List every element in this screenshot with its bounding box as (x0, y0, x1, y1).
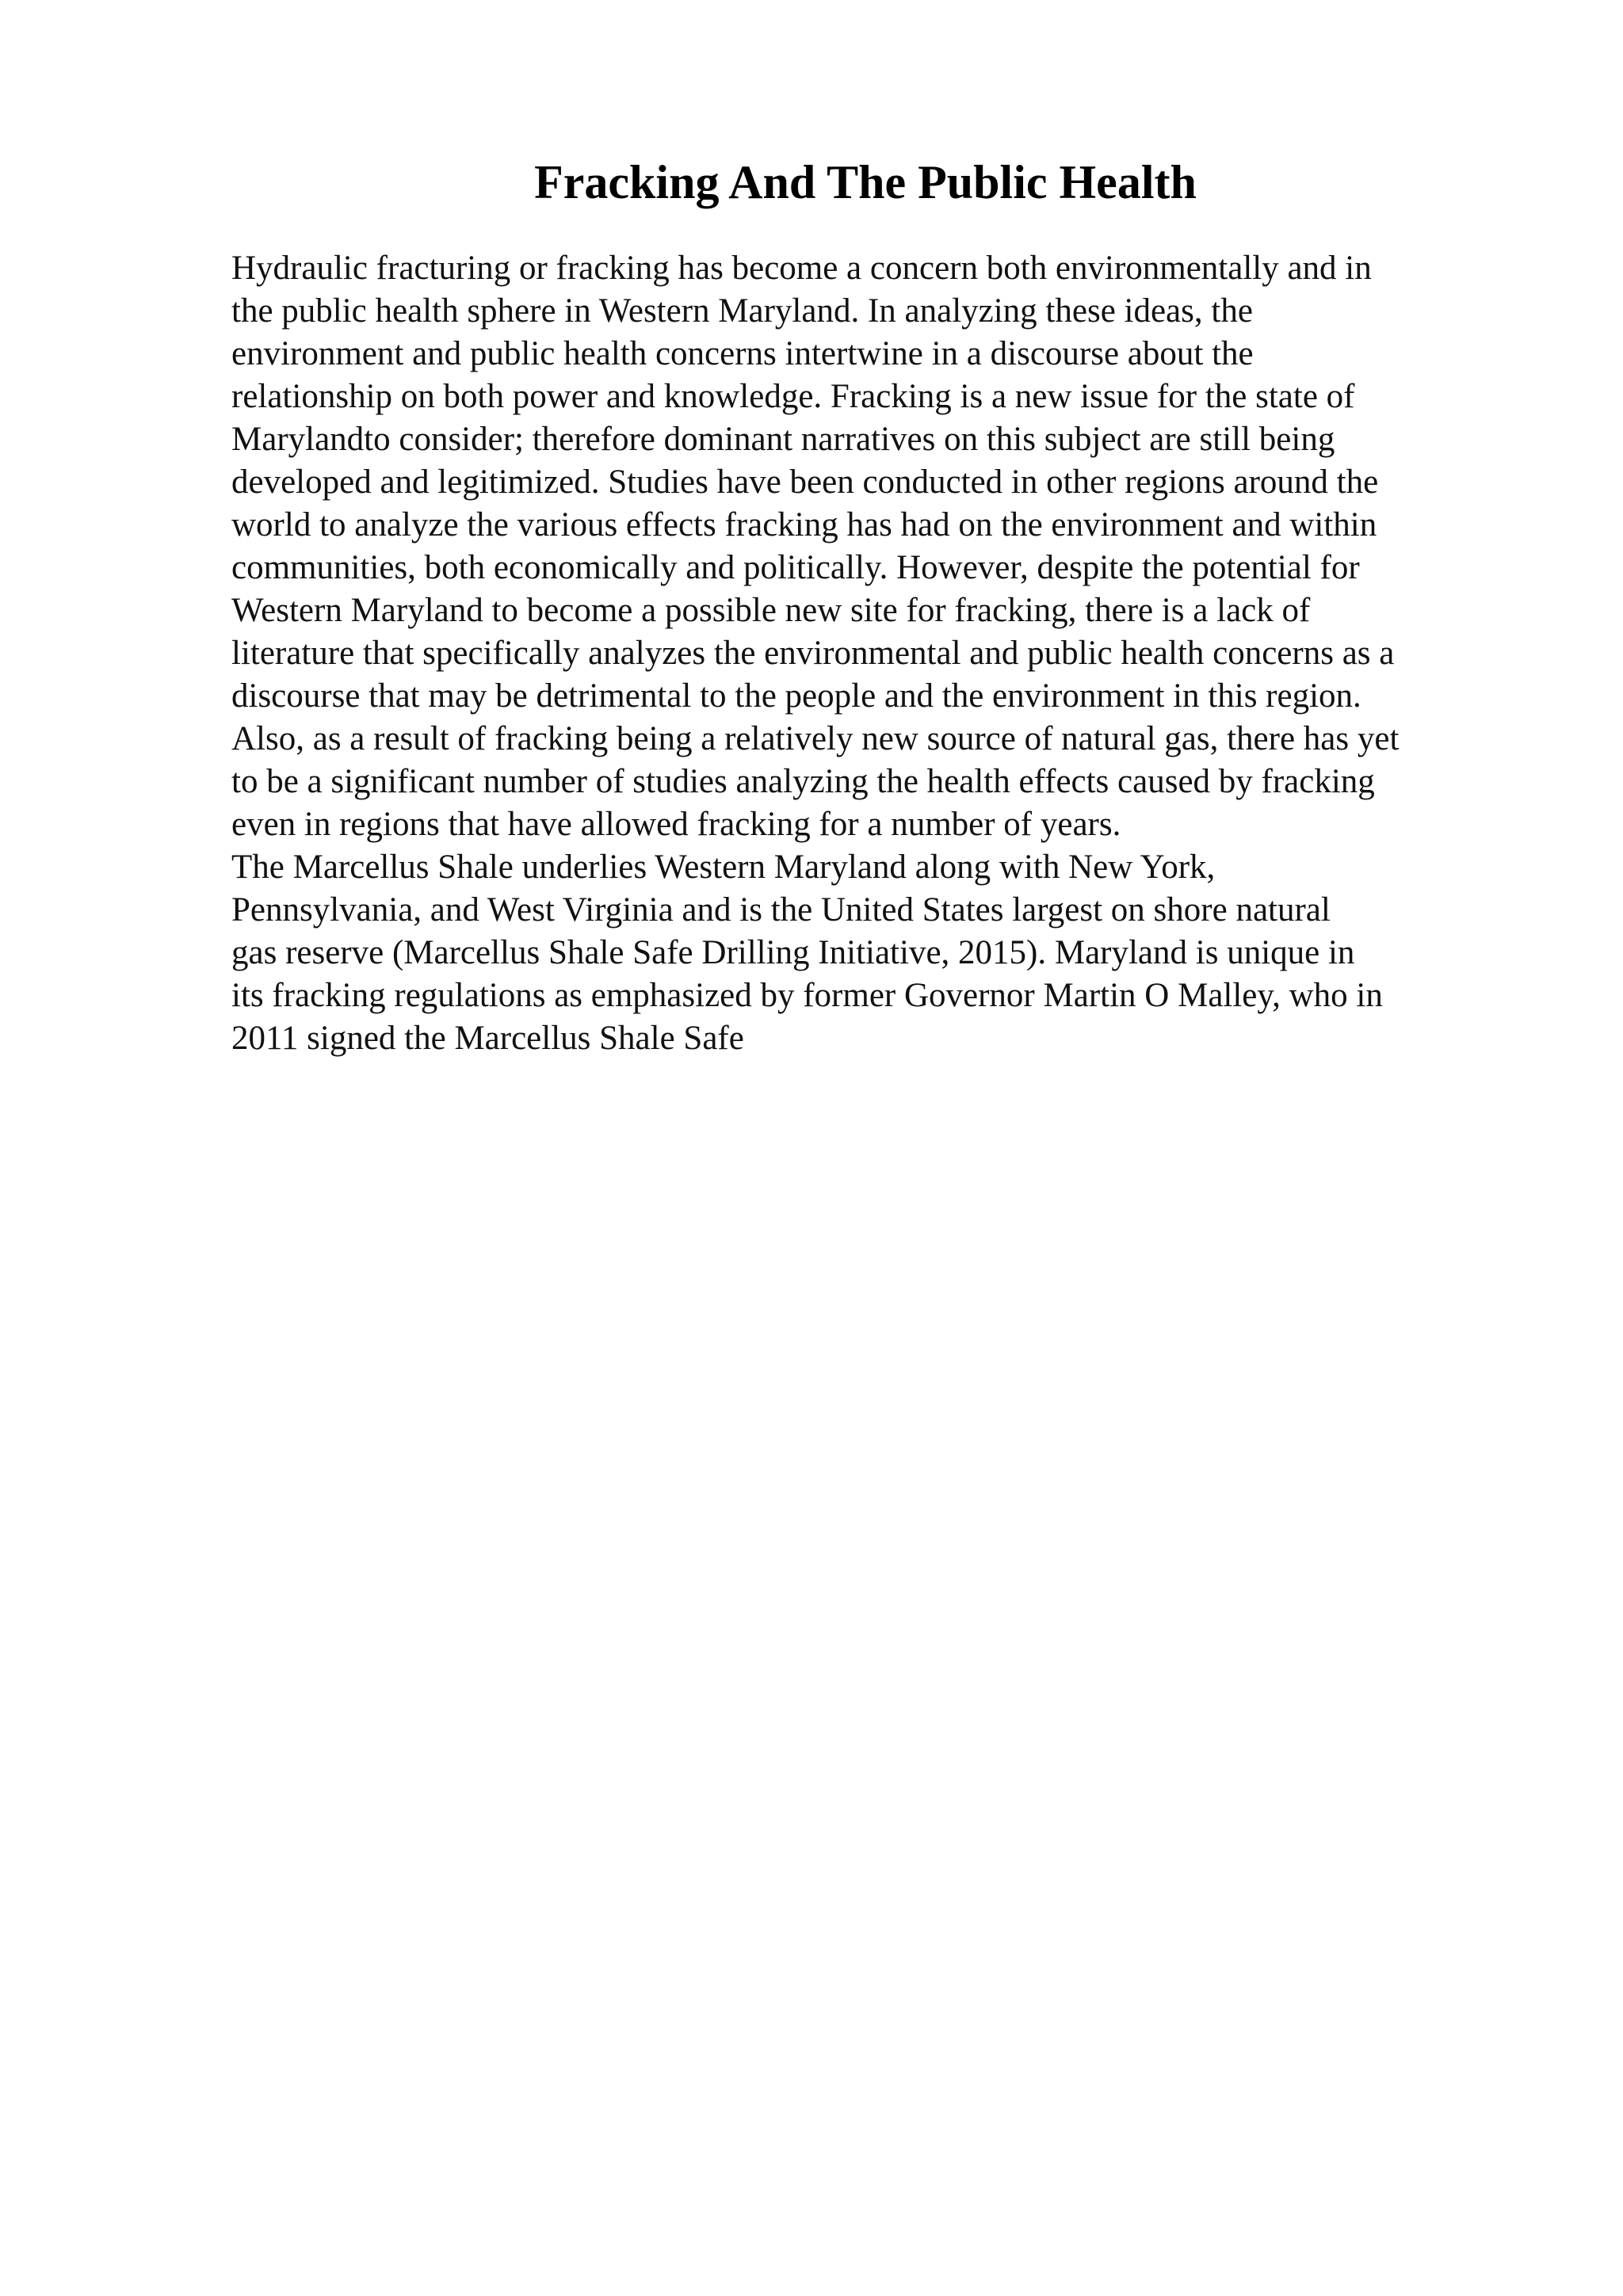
document-body (231, 247, 1594, 1060)
body-line: developed and legitimized. Studies have been conducted in other regions around the (231, 463, 1379, 501)
body-line: Marylandto consider; therefore dominant narratives on this subject are still being (231, 421, 1335, 458)
body-line: world to analyze the various effects fracking has had on the environment and within (231, 506, 1377, 543)
body-line: relationship on both power and knowledge. Fracking is a new issue for the state of (231, 378, 1355, 415)
body-line: literature that specifically analyzes the environmental and public health concerns as a (231, 635, 1395, 672)
body-line: The Marcellus Shale underlies Western Maryland along with New York, (231, 849, 1216, 886)
document-title: Fracking And The Public Health (534, 156, 1197, 208)
body-line: even in regions that have allowed fracking for a number of years. (231, 806, 1121, 843)
body-line: 2011 signed the Marcellus Shale Safe (231, 1020, 744, 1057)
body-line: Hydraulic fracturing or fracking has become a concern both environmentally and in (231, 250, 1372, 287)
body-line: Pennsylvania, and West Virginia and is the United States largest on shore natural (231, 891, 1331, 929)
body-line: its fracking regulations as emphasized by former Governor Martin O Malley, who in (231, 977, 1383, 1014)
body-line: the public health sphere in Western Maryland. In analyzing these ideas, the (231, 292, 1253, 330)
body-line: Western Maryland to become a possible new site for fracking, there is a lack of (231, 592, 1311, 629)
body-line: discourse that may be detrimental to the people and the environment in this region. (231, 677, 1361, 715)
body-line: to be a significant number of studies analyzing the health effects caused by fracking (231, 763, 1375, 800)
body-line: environment and public health concerns intertwine in a discourse about the (231, 335, 1254, 372)
body-line: communities, both economically and politically. However, despite the potential for (231, 549, 1360, 586)
body-line: gas reserve (Marcellus Shale Safe Drilling Initiative, 2015). Maryland is unique in (231, 934, 1355, 971)
body-line: Also, as a result of fracking being a relatively new source of natural gas, there has yet (231, 720, 1400, 757)
